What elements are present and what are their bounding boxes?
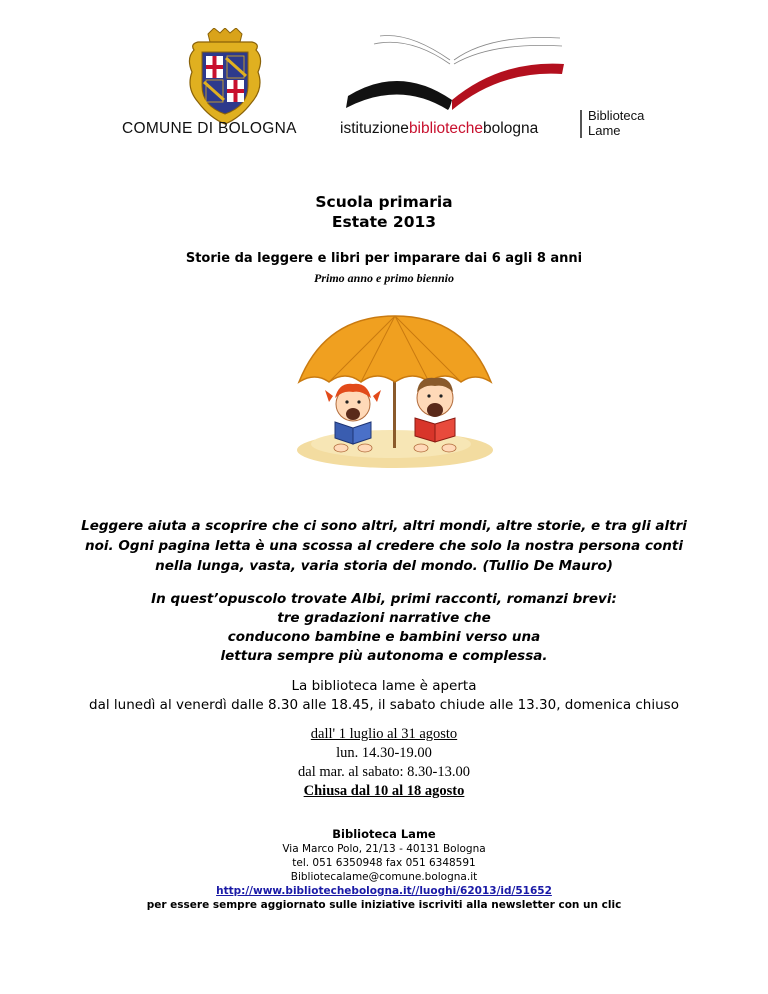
intro-line: In quest’opuscolo trovate Albi, primi racconti, romanzi brevi:: [151, 591, 617, 607]
open-book-logo-icon: [340, 30, 570, 118]
logo-text-istituzione: istituzione: [340, 120, 409, 137]
newsletter-note: per essere sempre aggiornato sulle iniziative iscriviti alla newsletter con un clic: [146, 899, 622, 911]
library-email: Bibliotecalame@comune.bologna.it: [290, 871, 478, 883]
opening-hours-intro: La biblioteca lame è aperta: [291, 678, 477, 694]
library-address: Via Marco Polo, 21/13 - 40131 Bologna: [282, 843, 486, 855]
summer-period: dall' 1 luglio al 31 agosto: [310, 726, 458, 742]
comune-di-bologna-logo-text: COMUNE DI BOLOGNA: [122, 120, 297, 137]
logo-divider: [580, 110, 582, 138]
library-website-link[interactable]: http://www.bibliotechebologna.it//luoghi/62013/id/51652: [216, 885, 552, 897]
opening-hours: [0, 677, 768, 715]
summer-monday-hours: lun. 14.30-19.00: [336, 745, 432, 761]
intro-line: lettura sempre più autonoma e complessa.: [220, 648, 548, 664]
tullio-de-mauro-quote: [20, 516, 748, 576]
booklet-intro: [20, 590, 748, 666]
library-phone-fax: tel. 051 6350948 fax 051 6348591: [292, 857, 476, 869]
intro-line: tre gradazioni narrative che: [277, 610, 491, 626]
biblioteca-lame-logo-line1: Biblioteca: [588, 108, 645, 123]
intro-line: conducono bambine e bambini verso una: [227, 629, 541, 645]
page-title: Scuola primaria: [315, 193, 453, 211]
logo-text-bologna: bologna: [483, 120, 539, 137]
opening-hours-detail: dal lunedì al venerdì dalle 8.30 alle 18.45, il sabato chiude alle 13.30, domenica chiuso: [89, 697, 679, 713]
children-reading-under-umbrella-illustration: [295, 312, 495, 470]
header: [0, 28, 768, 148]
quote-line: nella lunga, vasta, varia storia del mondo. (Tullio De Mauro): [155, 558, 613, 574]
age-group-note: Primo anno e primo biennio: [313, 271, 455, 285]
logo-text-biblioteche: biblioteche: [408, 120, 484, 137]
page-subtitle: Storie da leggere e libri per imparare dai 6 agli 8 anni: [185, 251, 583, 266]
summer-tue-sat-hours: dal mar. al sabato: 8.30-13.00: [298, 764, 470, 780]
quote-line: Leggere aiuta a scoprire che ci sono altri, altri mondi, altre storie, e tra gli altri: [81, 518, 687, 534]
biblioteca-lame-logo: [588, 108, 644, 138]
comune-di-bologna-coat-of-arms-icon: [180, 28, 270, 126]
page-title-year: Estate 2013: [331, 213, 437, 231]
biblioteca-lame-logo-line2: Lame: [588, 123, 621, 138]
library-name: Biblioteca Lame: [332, 827, 436, 841]
contact-info: [0, 826, 768, 912]
istituzione-biblioteche-bologna-logo-text: [340, 120, 538, 138]
quote-line: noi. Ogni pagina letta è una scossa al credere che solo la nostra persona conti: [85, 538, 683, 554]
summer-hours: [0, 725, 768, 801]
summer-closure-notice: Chiusa dal 10 al 18 agosto: [303, 783, 465, 799]
